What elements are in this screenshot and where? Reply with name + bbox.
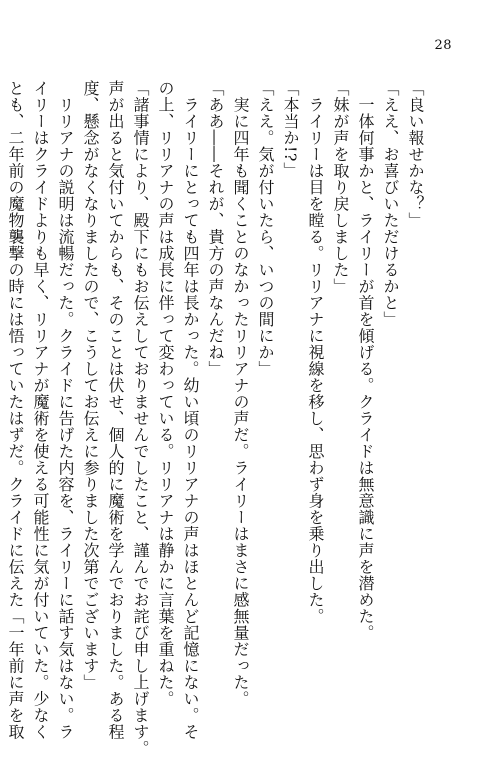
text-line: イリーはクライドよりも早く、リリアナが魔術を使える可能性に気が付いていた。少なく — [31, 80, 50, 740]
text-line: 度、懸念がなくなりましたので、こうしてお伝えに参りました次第でございます」 — [81, 80, 100, 691]
vertical-text-block — [6, 80, 428, 757]
text-line: 「本当か!?」 — [281, 80, 300, 179]
text-line: 「ええ。気が付いたら、いつの間にか」 — [256, 80, 275, 377]
text-line: 実に四年も聞くことのなかったリリアナの声だ。ライリーはまさに感無量だった。 — [231, 80, 250, 707]
text-line: 「ええ、お喜びいただけるかと」 — [381, 80, 400, 328]
text-line: ライリーは目を瞠る。リリアナに視線を移し、思わず身を乗り出した。 — [306, 80, 325, 625]
text-line: とも、二年前の魔物襲撃の時には悟っていたはずだ。クライドに伝えた「一年前に声を取 — [6, 80, 25, 740]
text-line: 「諸事情により、殿下にもお伝えしておりませんでしたこと、謹んでお詫び申し上げます。 — [131, 80, 150, 757]
text-line: 声が出ると気付いてからも、そのことは伏せ、個人的に魔術を学んでおりました。ある程 — [106, 80, 125, 740]
page-number: 28 — [434, 38, 452, 53]
text-line: ライリーにとっても四年は長かった。幼い頃のリリアナの声はほとんど記憶にない。そ — [181, 80, 200, 740]
text-line: 一体何事かと、ライリーが首を傾げる。クライドは無意識に声を潜めた。 — [356, 80, 375, 641]
text-line: 「良い報せかな？」 — [406, 80, 425, 229]
text-line: リリアナの説明は流暢だった。クライドに告げた内容を、ライリーに話す気はない。ラ — [56, 80, 75, 740]
text-line: 「妹が声を取り戻しました」 — [331, 80, 350, 295]
text-line: 「ああ――それが、貴方の声なんだね」 — [206, 80, 225, 377]
text-line: の上、リリアナの声は成長に伴って変わっている。リリアナは静かに言葉を重ねた。 — [156, 80, 175, 707]
